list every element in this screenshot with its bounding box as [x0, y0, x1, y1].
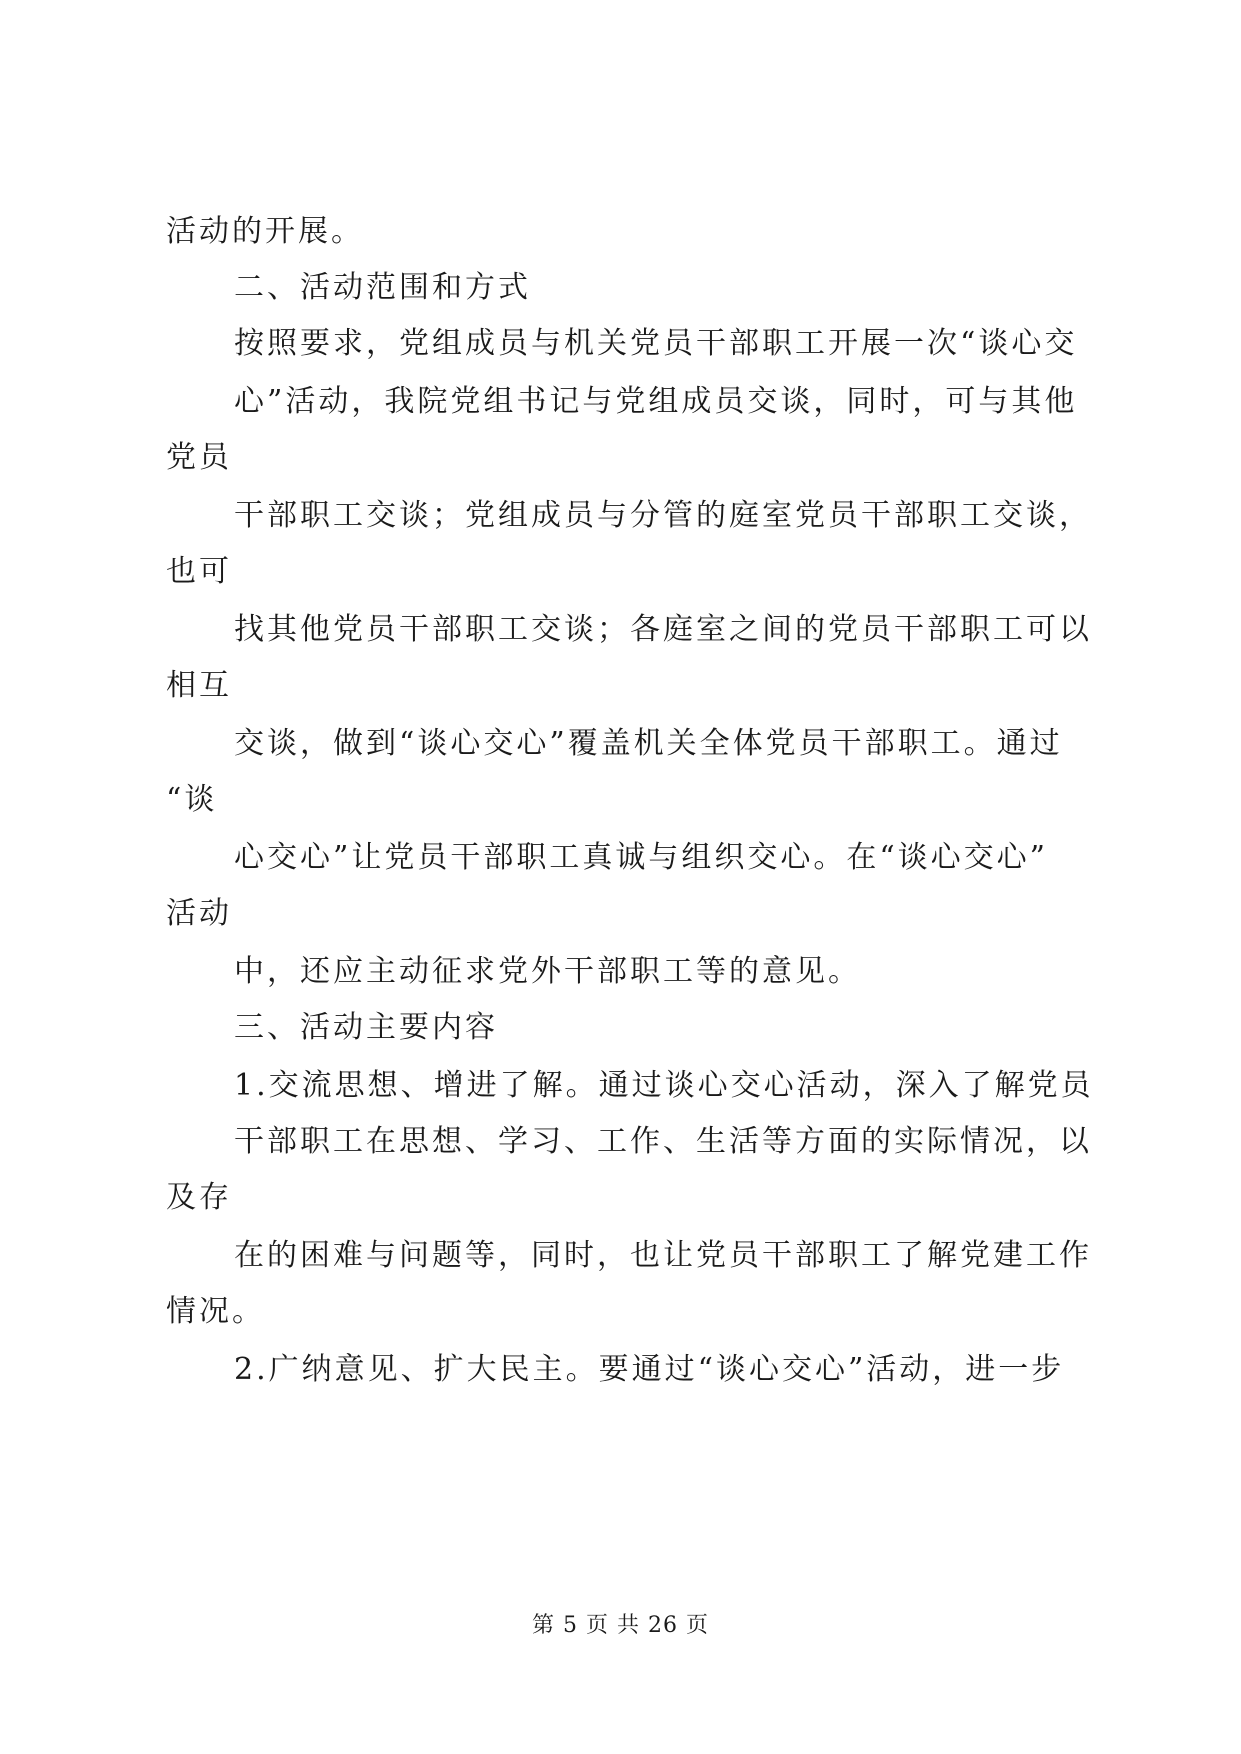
text-line: 在的困难与问题等，同时，也让党员干部职工了解党建工作: [234, 1238, 1092, 1273]
text-line: 心交心”让党员干部职工真诚与组织交心。在“谈心交心”: [234, 840, 1049, 875]
text-line: 中，还应主动征求党外干部职工等的意见。: [234, 954, 861, 989]
text-line: “谈: [166, 782, 218, 817]
text-line: 活动的开展。: [166, 214, 364, 249]
page-number-footer: 第 5 页 共 26 页: [532, 1613, 709, 1638]
text-line: 党员: [166, 440, 232, 475]
text-line: 按照要求，党组成员与机关党员干部职工开展一次“谈心交: [234, 326, 1078, 361]
text-line: 交谈，做到“谈心交心”覆盖机关全体党员干部职工。通过: [234, 726, 1063, 761]
text-line: 相互: [166, 668, 232, 703]
text-line: 干部职工在思想、学习、工作、生活等方面的实际情况，以: [234, 1124, 1092, 1159]
text-line: 及存: [166, 1180, 232, 1215]
section-heading: 二、活动范围和方式: [234, 270, 531, 305]
text-line: 也可: [166, 554, 232, 589]
text-line: 干部职工交谈；党组成员与分管的庭室党员干部职工交谈，: [234, 498, 1092, 533]
text-line: 心”活动，我院党组书记与党组成员交谈，同时，可与其他: [234, 384, 1078, 419]
text-line: 找其他党员干部职工交谈；各庭室之间的党员干部职工可以: [234, 612, 1092, 647]
section-heading: 三、活动主要内容: [234, 1010, 498, 1045]
text-line: 1.交流思想、增进了解。通过谈心交心活动，深入了解党员: [234, 1068, 1094, 1103]
text-line: 2.广纳意见、扩大民主。要通过“谈心交心”活动，进一步: [234, 1352, 1065, 1387]
text-line: 情况。: [166, 1294, 265, 1329]
text-line: 活动: [166, 896, 232, 931]
